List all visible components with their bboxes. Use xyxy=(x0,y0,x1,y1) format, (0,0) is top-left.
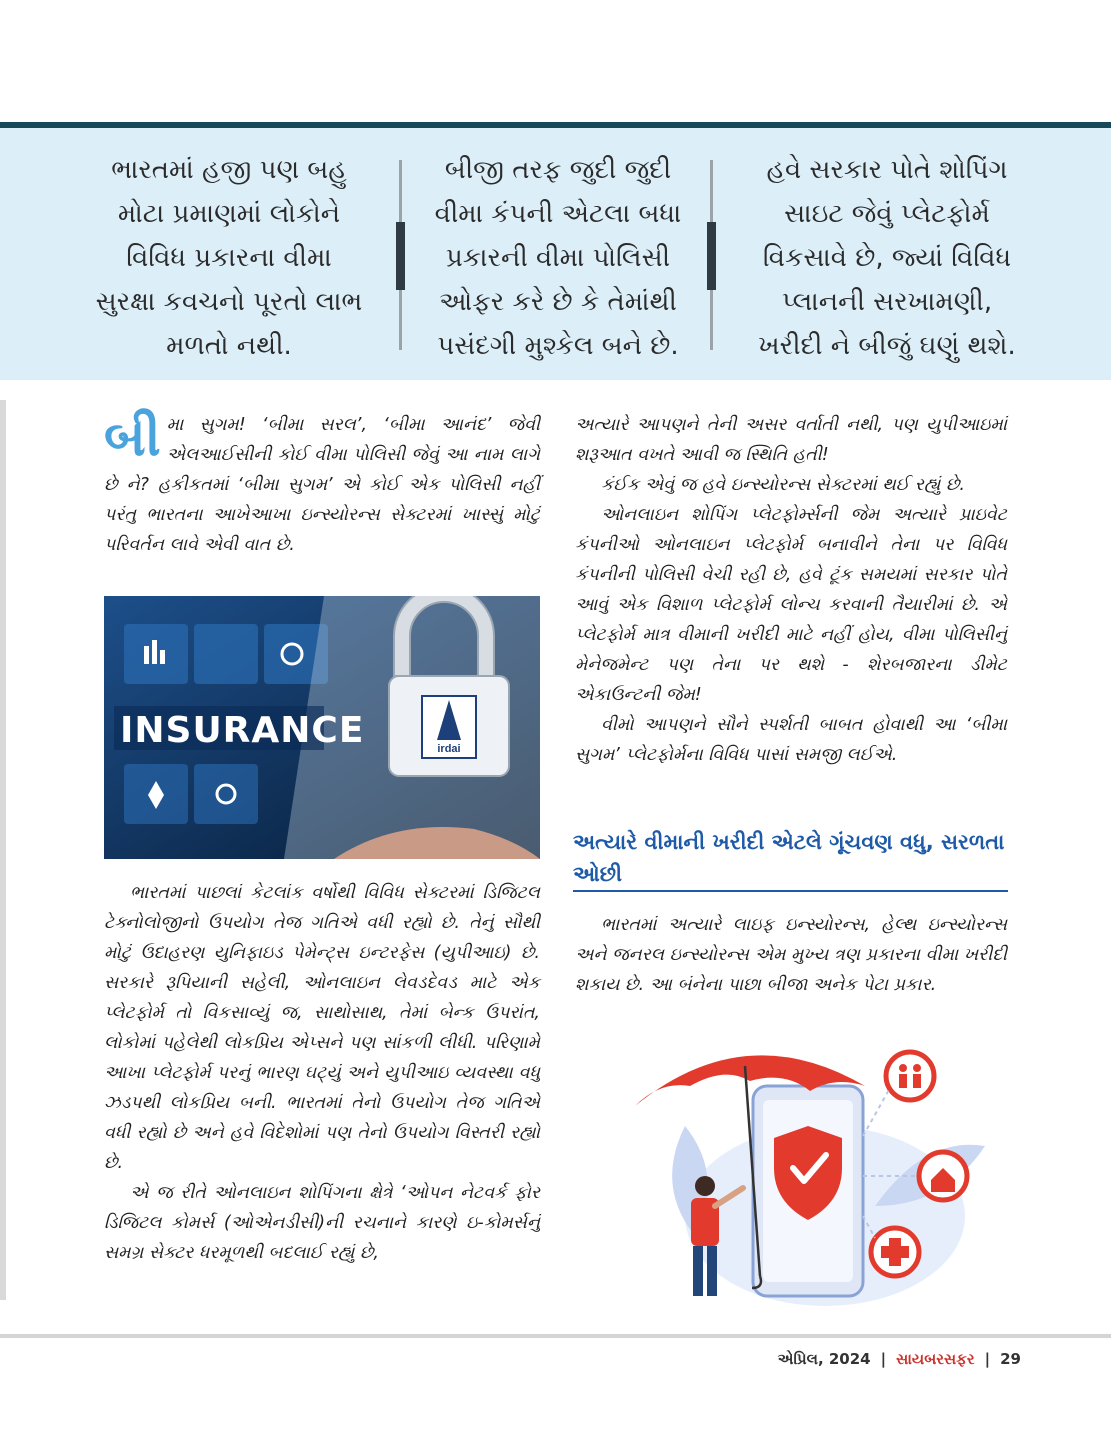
body-paragraph: કંઈક એવું જ હવે ઇન્સ્યોરન્સ સેક્ટરમાં થઈ રહ્યું છે. xyxy=(601,475,965,495)
body-paragraph: વીમો આપણને સૌને સ્પર્શતી બાબત હોવાથી આ ‘બીમા સુગમ’ પ્લેટફોર્મના વિવિધ પાસાં સમજી લઈએ. xyxy=(575,715,1007,765)
body-paragraph: એ જ રીતે ઓનલાઇન શોપિંગના ક્ષેત્રે ‘ઓપન નેટવર્ક ફોર ડિજિટલ કોમર્સ (ઓએનડીસી)ની રચનાને કારણે ઇ-કોમર્સનું સમગ્ર સેક્ટર ધરમૂળથી બદલાઈ રહ્યું છે, xyxy=(104,1183,540,1263)
body-paragraph: ઓનલાઇન શોપિંગ પ્લેટફોર્મ્સની જેમ અત્યારે પ્રાઇવેટ કંપનીઓ ઓનલાઇન પ્લેટફોર્મ બનાવીને તેના પર વિવિધ કંપનીની પોલિસી વેચી રહી છે, હવે ટૂંક સમયમાં સરકાર પોતે આવું એક વિશાળ પ્લેટફોર્મ લોન્ચ કરવાની તૈયારીમાં છે. એ પ્લેટફોર્મ માત્ર વીમાની ખરીદી માટે નહીં હોય, વીમા પોલિસીનું મેનેજમેન્ટ પણ તેના પર થશે - શેરબજારના ડીમેટ એકાઉન્ટની જેમ! xyxy=(575,505,1007,705)
body-paragraph: અત્યારે આપણને તેની અસર વર્તાતી નથી, પણ યુપીઆઇમાં શરૂઆત વખતે આવી જ સ્થિતિ હતી! xyxy=(575,415,1007,465)
highlight-line: ઓફર કરે છે કે તેમાંથી xyxy=(439,287,677,317)
highlight-line: વિકસાવે છે, જ્યાં વિવિધ xyxy=(762,243,1012,273)
intro-text: મા સુગમ! ‘બીમા સરલ’, ‘બીમા આનંદ’ જેવી એલઆઈસીની કોઈ વીમા પોલિસી જેવું આ નામ લાગે છે ને? હકીકતમાં ‘બીમા સુગમ’ એ કોઈ એક પોલિસી નહીં પરંતુ ભારતના આખેઆખા ઇન્સ્યોરન્સ સેક્ટરમાં ખાસ્સું મોટું પરિવર્તન લાવે એવી વાત છે. xyxy=(104,415,540,555)
highlight-2 xyxy=(408,148,708,368)
subheading-rule xyxy=(573,890,1008,892)
highlight-line: વિવિધ પ્રકારના વીમા xyxy=(126,243,332,273)
insurance-word: INSURANCE xyxy=(120,710,365,751)
highlight-line: સાઇટ જેવું પ્લેટફોર્મ xyxy=(784,199,990,229)
footer xyxy=(778,1350,1021,1368)
highlight-line: પ્રકારની વીમા પોલિસી xyxy=(445,243,671,273)
divider xyxy=(399,160,402,350)
highlight-line: બીજી તરફ જુદી જુદી xyxy=(444,155,672,185)
highlight-line: વીમા કંપની એટલા બધા xyxy=(434,199,682,229)
section-subheading: અત્યારે વીમાની ખરીદી એટલે ગૂંચવણ વધુ, સરળતા ઓછી xyxy=(573,830,1005,886)
footer-magazine: સાયબરસફર xyxy=(896,1350,975,1368)
footer-rule xyxy=(0,1334,1111,1338)
highlight-line: હવે સરકાર પોતે શોપિંગ xyxy=(766,155,1008,185)
highlight-1 xyxy=(60,148,398,368)
highlight-line: ભારતમાં હજી પણ બહુ xyxy=(111,155,347,185)
page-edge xyxy=(0,400,6,1300)
highlight-3 xyxy=(722,148,1052,368)
body-paragraph: ભારતમાં પાછલાં કેટલાંક વર્ષોથી વિવિધ સેક્ટરમાં ડિજિટલ ટેક્નોલોજીનો ઉપયોગ તેજ ગતિએ વધી રહ્યો છે. તેનું સૌથી મોટું ઉદાહરણ યુનિફાઇડ પેમેન્ટ્સ ઇન્ટરફેસ (યુપીઆઇ) છે. સરકારે રૂપિયાની સહેલી, ઓનલાઇન લેવડદેવડ માટે એક પ્લેટફોર્મ તો વિકસાવ્યું જ, સાથોસાથ, તેમાં બેન્ક ઉપરાંત, લોકોમાં પહેલેથી લોકપ્રિય એપ્સને પણ સાંકળી લીધી. પરિણામે આખા પ્લેટફોર્મ પરનું ભારણ ઘટ્યું અને યુપીઆઇ વ્યવસ્થા વધુ ઝડપથી લોકપ્રિય બની. ભારતમાં તેનો ઉપયોગ તેજ ગતિએ વધી રહ્યો છે અને હવે વિદેશોમાં પણ તેનો ઉપયોગ વિસ્તરી રહ્યો છે. xyxy=(104,883,540,1173)
insurance-photo-graphic xyxy=(104,596,540,859)
umbrella-graphic xyxy=(575,1016,1007,1318)
highlight-line: મળતો નથી. xyxy=(166,331,292,361)
highlight-line: પ્લાનની સરખામણી, xyxy=(781,287,993,317)
irdai-logo-text: irdai xyxy=(437,743,461,755)
insurance-photo xyxy=(104,596,540,859)
intro-paragraph xyxy=(104,410,540,560)
highlight-line: મોટા પ્રમાણમાં લોકોને xyxy=(117,199,341,229)
footer-date: એપ્રિલ, 2024 xyxy=(777,1350,871,1368)
highlight-line: પસંદગી મુશ્કેલ બને છે. xyxy=(437,331,679,361)
umbrella-illustration xyxy=(575,1016,1007,1318)
left-body xyxy=(104,878,540,1268)
footer-separator: | xyxy=(880,1350,887,1368)
highlight-line: સુરક્ષા કવચનો પૂરતો લાભ xyxy=(95,287,363,317)
footer-separator: | xyxy=(984,1350,991,1368)
right-body-2 xyxy=(575,910,1007,1000)
page-number: 29 xyxy=(1000,1350,1021,1368)
divider xyxy=(710,160,713,350)
body-paragraph: ભારતમાં અત્યારે લાઇફ ઇન્સ્યોરન્સ, હેલ્થ ઇન્સ્યોરન્સ અને જનરલ ઇન્સ્યોરન્સ એમ મુખ્ય ત્રણ પ્રકારના વીમા ખરીદી શકાય છે. આ બંનેના પાછા બીજા અનેક પેટા પ્રકાર. xyxy=(575,915,1007,995)
highlight-line: ખરીદી ને બીજું ઘણું થશે. xyxy=(758,331,1016,361)
right-body xyxy=(575,410,1007,770)
dropcap: બી xyxy=(104,408,161,468)
